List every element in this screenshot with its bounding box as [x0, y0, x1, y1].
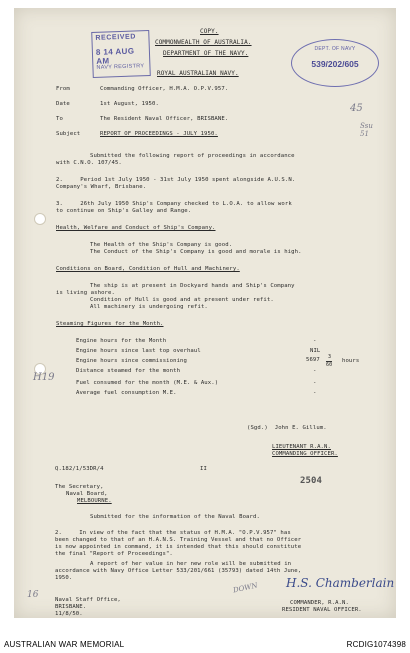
- steam-value: NIL: [310, 348, 321, 354]
- endorse-para-2: the final "Report of Proceedings".: [55, 551, 173, 557]
- intro-line: with C.N.O. 107/45.: [56, 160, 122, 166]
- steaming-heading: Steaming Figures for the Month.: [56, 321, 164, 327]
- date-label: Date: [56, 101, 70, 107]
- health-line: The Health of the Ship's Company is good.: [90, 242, 233, 248]
- submitted-line: Submitted for the information of the Naval Board.: [90, 514, 260, 520]
- steam-value: -: [313, 380, 317, 386]
- to-value: The Resident Naval Officer, BRISBANE.: [100, 116, 229, 122]
- handwritten-signature: H.S. Chamberlain: [286, 576, 395, 590]
- received-stamp-line3: NAVY REGISTRY: [96, 63, 145, 71]
- navy-stamp-number: 539/202/605: [311, 59, 359, 69]
- office-line: Naval Staff Office,: [55, 597, 121, 603]
- steam-label: Engine hours since last top overhaul: [76, 348, 201, 354]
- steam-unit: hours: [342, 358, 360, 364]
- health-heading: Health, Welfare and Conduct of Ship's Company.: [56, 225, 216, 231]
- steam-value: -: [313, 338, 317, 344]
- para-2-line: Company's Wharf, Brisbane.: [56, 184, 147, 190]
- steam-fraction: 3: [328, 354, 332, 360]
- endorse-signer-rank: COMMANDER, R.A.N.: [290, 600, 349, 606]
- received-stamp-date: 8 14 AUG AM: [95, 46, 135, 66]
- signed-name: (Sgd.) John E. Gillum.: [247, 425, 327, 431]
- to-label: To: [56, 116, 63, 122]
- subject-label: Subject: [56, 131, 81, 137]
- condition-line: The ship is at present in Dockyard hands and Ship's Company: [90, 283, 295, 289]
- para-2-line: 2. Period 1st July 1950 - 31st July 1950 spent alongside A.U.S.N.: [56, 177, 296, 183]
- addressee-line: Naval Board,: [66, 491, 108, 497]
- endorsement-ref: Q.182/1/53DR/4: [55, 466, 104, 472]
- endorse-para-2: is now appointed in command, it is intended that this should constitute: [55, 544, 302, 550]
- archive-footer: [0, 636, 410, 653]
- ran-heading: ROYAL AUSTRALIAN NAVY.: [157, 70, 239, 77]
- handwritten-ref: 45: [350, 103, 363, 114]
- steam-label: Fuel consumed for the month (M.E. & Aux.): [76, 380, 219, 386]
- para-3-line: 3. 26th July 1950 Ship's Company checked to L.O.A. to allow work: [56, 201, 292, 207]
- date-value: 1st August, 1950.: [100, 101, 159, 107]
- subject-value: REPORT OF PROCEEDINGS - JULY 1950.: [100, 131, 218, 137]
- intro-line: Submitted the following report of proceedings in accordance: [90, 153, 295, 159]
- health-line: The Conduct of the Ship's Company is good and morale is high.: [90, 249, 302, 255]
- from-label: From: [56, 86, 70, 92]
- document-page: [14, 8, 396, 618]
- steam-value: 5697: [306, 357, 320, 363]
- footer-record-id: RCDIG1074398: [346, 640, 406, 649]
- signer-rank: LIEUTENANT R.A.N.: [272, 444, 331, 450]
- endorse-para-2: been changed to that of an H.A.N.S. Training Vessel and that no Officer: [55, 537, 302, 543]
- received-stamp-line1: RECEIVED: [95, 33, 137, 42]
- addressee-line: MELBOURNE.: [77, 498, 112, 504]
- endorse-para-3: A report of her value in her new role will be submitted in: [90, 561, 292, 567]
- endorse-signer-title: RESIDENT NAVAL OFFICER.: [282, 607, 362, 613]
- from-value: Commanding Officer, H.M.A. O.P.V.957.: [100, 86, 229, 92]
- steam-label: Distance steamed for the month: [76, 368, 181, 374]
- handwritten-page-number: 16: [27, 590, 39, 600]
- addressee-line: The Secretary,: [55, 484, 104, 490]
- condition-line: Condition of Hull is good and at present under refit.: [90, 297, 274, 303]
- condition-line: is living ashore.: [56, 290, 115, 296]
- condition-line: All machinery is undergoing refit.: [90, 304, 208, 310]
- punch-hole: [34, 213, 46, 225]
- steam-label: Engine hours for the Month: [76, 338, 167, 344]
- endorsement-ref-sep: II: [200, 466, 207, 472]
- steam-value: -: [313, 368, 317, 374]
- endorse-para-3: 1950.: [55, 575, 73, 581]
- steam-value: -: [313, 390, 317, 396]
- condition-heading: Conditions on Board, Condition of Hull and Machinery.: [56, 266, 240, 272]
- handwritten-down: DOWN: [232, 581, 259, 595]
- copy-heading: COPY.: [200, 28, 219, 35]
- navy-file-stamp: [291, 39, 379, 87]
- steam-label: Average fuel consumption M.E.: [76, 390, 177, 396]
- received-stamp: [91, 30, 151, 78]
- footer-institution: AUSTRALIAN WAR MEMORIAL: [4, 640, 125, 649]
- stamp-number: 2504: [300, 476, 323, 486]
- handwritten-note: Ssu 51: [360, 122, 373, 138]
- department-heading: DEPARTMENT OF THE NAVY.: [163, 50, 249, 57]
- handwritten-margin: H19: [33, 372, 55, 383]
- endorse-para-2: 2. In view of the fact that the status of H.M.A. "O.P.V.957" has: [55, 530, 291, 536]
- signer-title: COMMANDING OFFICER.: [272, 451, 338, 457]
- office-line: BRISBANE.: [55, 604, 87, 610]
- office-line: 11/8/50.: [55, 611, 83, 617]
- steam-label: Engine hours since commissioning: [76, 358, 187, 364]
- steam-fraction-den: 60: [326, 362, 333, 368]
- commonwealth-heading: COMMONWEALTH OF AUSTRALIA.: [155, 39, 252, 46]
- navy-stamp-dept: DEPT. OF NAVY: [314, 46, 356, 52]
- endorse-para-3: accordance with Navy Office Letter 533/201/661 (35793) dated 14th June,: [55, 568, 302, 574]
- para-3-line: to continue on Ship's Galley and Range.: [56, 208, 192, 214]
